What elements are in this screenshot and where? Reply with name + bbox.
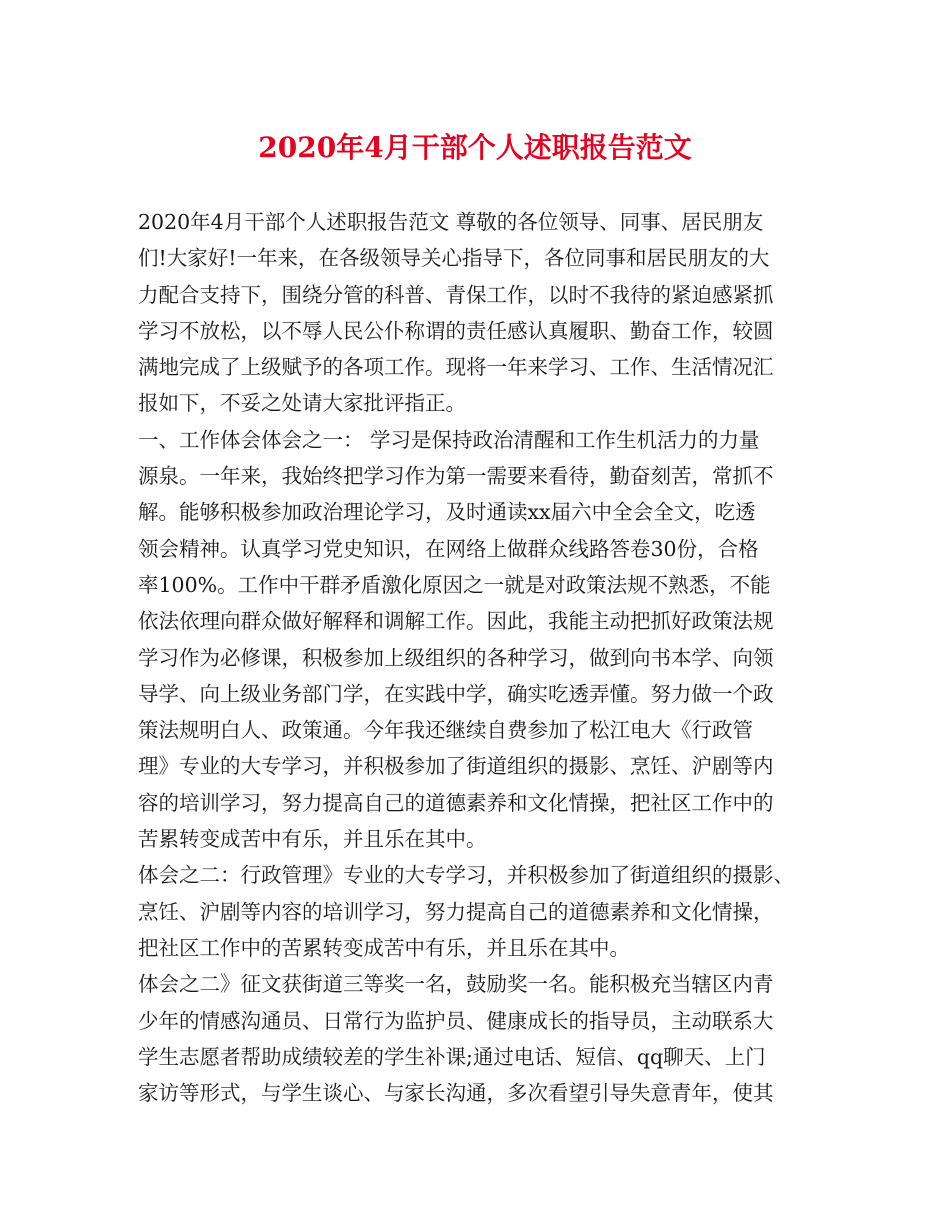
body-line: 容的培训学习，努力提高自己的道德素养和文化情操，把社区工作中的 xyxy=(138,790,774,815)
body-line: 体会之二》征文获街道三等奖一名，鼓励奖一名。能积极充当辖区内青 xyxy=(138,972,774,997)
body-line: 学生志愿者帮助成绩较差的学生补课;通过电话、短信、qq聊天、上门 xyxy=(138,1044,766,1069)
body-line: 解。能够积极参加政治理论学习，及时通读xx届六中全会全文，吃透 xyxy=(138,500,756,525)
body-line: 一、工作体会体会之一： 学习是保持政治清醒和工作生机活力的力量 xyxy=(138,427,760,452)
body-line: 源泉。一年来，我始终把学习作为第一需要来看待，勤奋刻苦，常抓不 xyxy=(138,464,774,489)
body-line: 们!大家好!一年来，在各级领导关心指导下，各位同事和居民朋友的大 xyxy=(138,246,770,271)
document-title: 2020年4月干部个人述职报告范文 xyxy=(258,131,692,164)
body-line: 体会之二：行政管理》专业的大专学习，并积极参加了街道组织的摄影、 xyxy=(138,863,794,888)
body-line: 依法依理向群众做好解释和调解工作。因此，我能主动把抓好政策法规 xyxy=(138,609,774,634)
body-line: 率100%。工作中干群矛盾激化原因之一就是对政策法规不熟悉，不能 xyxy=(138,572,771,597)
body-line: 学习不放松，以不辱人民公仆称谓的责任感认真履职、勤奋工作，较圆 xyxy=(138,318,774,343)
body-line: 策法规明白人、政策通。今年我还继续自费参加了松江电大《行政管 xyxy=(138,718,753,743)
body-line: 家访等形式，与学生谈心、与家长沟通，多次看望引导失意青年，使其 xyxy=(138,1081,774,1106)
body-line: 苦累转变成苦中有乐，并且乐在其中。 xyxy=(138,827,487,852)
body-line: 满地完成了上级赋予的各项工作。现将一年来学习、工作、生活情况汇 xyxy=(138,355,774,380)
document-body xyxy=(138,204,838,1111)
body-line: 报如下，不妥之处请大家批评指正。 xyxy=(138,391,466,416)
body-line: 力配合支持下，围绕分管的科普、青保工作，以时不我待的紧迫感紧抓 xyxy=(138,282,774,307)
body-line: 烹饪、沪剧等内容的培训学习，努力提高自己的道德素养和文化情操， xyxy=(138,899,774,924)
body-line: 导学、向上级业务部门学，在实践中学，确实吃透弄懂。努力做一个政 xyxy=(138,681,774,706)
body-line: 少年的情感沟通员、日常行为监护员、健康成长的指导员，主动联系大 xyxy=(138,1008,774,1033)
body-line: 领会精神。认真学习党史知识，在网络上做群众线路答卷30份，合格 xyxy=(138,536,759,561)
body-line: 把社区工作中的苦累转变成苦中有乐，并且乐在其中。 xyxy=(138,935,630,960)
body-line: 学习作为必修课，积极参加上级组织的各种学习，做到向书本学、向领 xyxy=(138,645,774,670)
body-line: 2020年4月干部个人述职报告范文 尊敬的各位领导、同事、居民朋友 xyxy=(138,210,764,234)
body-line: 理》专业的大专学习，并积极参加了街道组织的摄影、烹饪、沪剧等内 xyxy=(138,754,774,779)
